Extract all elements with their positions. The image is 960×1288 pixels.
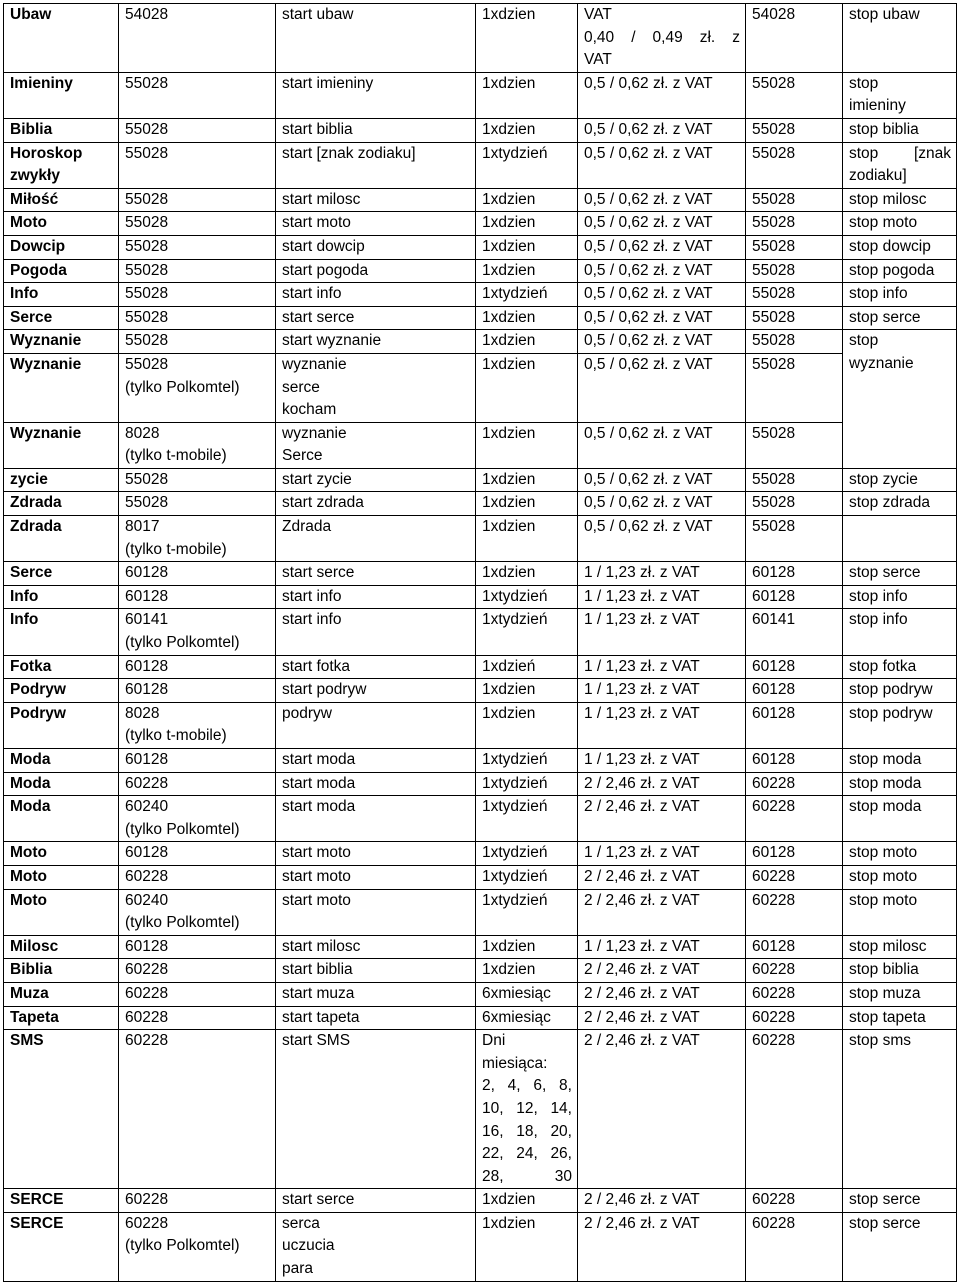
stop-command-cell: stop info xyxy=(843,609,957,655)
stop-command-cell: stop ubaw xyxy=(843,4,957,73)
table-row xyxy=(4,118,957,142)
start-command-cell: start zdrada xyxy=(276,492,476,516)
stop-command-cell: stop serce xyxy=(843,1212,957,1281)
stop-number-cell: 60128 xyxy=(746,655,843,679)
short-code-cell: 60128 xyxy=(119,585,276,609)
stop-number-cell: 55028 xyxy=(746,422,843,468)
price-cell: 2 / 2,46 zł. z VAT xyxy=(578,1212,746,1281)
stop-number-cell: 55028 xyxy=(746,235,843,259)
table-row xyxy=(4,585,957,609)
price-cell: 1 / 1,23 zł. z VAT xyxy=(578,562,746,586)
price-cell: 1 / 1,23 zł. z VAT xyxy=(578,585,746,609)
service-name-cell: Moto xyxy=(4,889,119,935)
short-code-cell: 60228 xyxy=(119,1030,276,1189)
frequency-cell: 1xdzien xyxy=(476,72,578,118)
stop-command-cell: stop tapeta xyxy=(843,1006,957,1030)
short-code-cell: 8017 (tylko t-mobile) xyxy=(119,516,276,562)
table-row xyxy=(4,609,957,655)
short-code-cell: 55028 xyxy=(119,72,276,118)
short-code-cell: 60128 xyxy=(119,655,276,679)
service-name-cell: Serce xyxy=(4,306,119,330)
service-name-cell: Biblia xyxy=(4,118,119,142)
frequency-cell: 1xdzien xyxy=(476,4,578,73)
table-row xyxy=(4,1212,957,1281)
start-command-cell: start info xyxy=(276,585,476,609)
stop-number-cell: 55028 xyxy=(746,212,843,236)
service-name-cell: Wyznanie xyxy=(4,353,119,422)
price-cell: 0,5 / 0,62 zł. z VAT xyxy=(578,422,746,468)
frequency-cell: 1xtydzień xyxy=(476,796,578,842)
short-code-cell: 55028 xyxy=(119,142,276,188)
price-cell: 0,5 / 0,62 zł. z VAT xyxy=(578,353,746,422)
table-row xyxy=(4,796,957,842)
price-cell: 1 / 1,23 zł. z VAT xyxy=(578,679,746,703)
stop-number-cell: 54028 xyxy=(746,4,843,73)
price-cell: VAT 0,40 / 0,49 zł. z VAT xyxy=(578,4,746,73)
price-cell: 2 / 2,46 zł. z VAT xyxy=(578,772,746,796)
start-command-cell: wyznanie serce kocham xyxy=(276,353,476,422)
frequency-cell: 1xdzien xyxy=(476,330,578,354)
short-code-cell: 60228 xyxy=(119,1006,276,1030)
service-name-cell: Podryw xyxy=(4,702,119,748)
table-row xyxy=(4,865,957,889)
price-cell: 2 / 2,46 zł. z VAT xyxy=(578,959,746,983)
stop-command-cell: stop milosc xyxy=(843,935,957,959)
short-code-cell: 8028 (tylko t-mobile) xyxy=(119,702,276,748)
start-command-cell: start milosc xyxy=(276,935,476,959)
stop-command-cell: stop dowcip xyxy=(843,235,957,259)
stop-command-cell: stop serce xyxy=(843,306,957,330)
stop-command-cell: stop zdrada xyxy=(843,492,957,516)
stop-number-cell: 60228 xyxy=(746,796,843,842)
frequency-cell: 1xdzien xyxy=(476,959,578,983)
stop-command-cell: stop pogoda xyxy=(843,259,957,283)
price-cell: 1 / 1,23 zł. z VAT xyxy=(578,749,746,773)
short-code-cell: 55028 xyxy=(119,188,276,212)
table-row xyxy=(4,306,957,330)
service-name-cell: Info xyxy=(4,585,119,609)
start-command-cell: serca uczucia para xyxy=(276,1212,476,1281)
service-name-cell: Pogoda xyxy=(4,259,119,283)
short-code-cell: 55028 xyxy=(119,330,276,354)
table-row xyxy=(4,492,957,516)
start-command-cell: start moto xyxy=(276,889,476,935)
table-row xyxy=(4,702,957,748)
frequency-cell: 1xdzien xyxy=(476,306,578,330)
price-cell: 0,5 / 0,62 zł. z VAT xyxy=(578,492,746,516)
frequency-cell: Dni miesiąca: 2, 4, 6, 8, 10, 12, 14, 16, 18, 20, 22, 24, 26, 28, 30 xyxy=(476,1030,578,1189)
start-command-cell: start zycie xyxy=(276,468,476,492)
stop-command-cell: stop moda xyxy=(843,772,957,796)
service-name-cell: Ubaw xyxy=(4,4,119,73)
service-name-cell: Muza xyxy=(4,982,119,1006)
price-cell: 2 / 2,46 zł. z VAT xyxy=(578,1030,746,1189)
table-row xyxy=(4,772,957,796)
table-row xyxy=(4,562,957,586)
price-cell: 0,5 / 0,62 zł. z VAT xyxy=(578,306,746,330)
start-command-cell: start ubaw xyxy=(276,4,476,73)
stop-number-cell: 60128 xyxy=(746,935,843,959)
stop-command-cell: stop wyznanie xyxy=(843,330,957,469)
stop-command-cell: stop imieniny xyxy=(843,72,957,118)
service-name-cell: Horoskop zwykły xyxy=(4,142,119,188)
stop-number-cell: 60128 xyxy=(746,562,843,586)
stop-number-cell: 55028 xyxy=(746,492,843,516)
price-cell: 0,5 / 0,62 zł. z VAT xyxy=(578,72,746,118)
start-command-cell: start wyznanie xyxy=(276,330,476,354)
services-table xyxy=(3,3,957,1282)
table-row xyxy=(4,188,957,212)
table-row xyxy=(4,889,957,935)
stop-number-cell: 60141 xyxy=(746,609,843,655)
table-row xyxy=(4,655,957,679)
table-row xyxy=(4,235,957,259)
frequency-cell: 1xdzien xyxy=(476,353,578,422)
short-code-cell: 60128 xyxy=(119,679,276,703)
service-name-cell: Serce xyxy=(4,562,119,586)
service-name-cell: Miłość xyxy=(4,188,119,212)
table-row xyxy=(4,679,957,703)
stop-command-cell: stop moto xyxy=(843,889,957,935)
frequency-cell: 1xtydzień xyxy=(476,865,578,889)
stop-command-cell: stop moto xyxy=(843,842,957,866)
stop-command-cell: stop info xyxy=(843,283,957,307)
frequency-cell: 1xtydzień xyxy=(476,772,578,796)
price-cell: 0,5 / 0,62 zł. z VAT xyxy=(578,516,746,562)
frequency-cell: 1xdzien xyxy=(476,235,578,259)
frequency-cell: 1xtydzień xyxy=(476,889,578,935)
service-name-cell: Zdrada xyxy=(4,516,119,562)
short-code-cell: 60228 xyxy=(119,959,276,983)
service-name-cell: Moda xyxy=(4,772,119,796)
stop-command-cell: stop [znak zodiaku] xyxy=(843,142,957,188)
short-code-cell: 60128 xyxy=(119,562,276,586)
start-command-cell: start [znak zodiaku] xyxy=(276,142,476,188)
table-row xyxy=(4,959,957,983)
stop-command-cell: stop moto xyxy=(843,865,957,889)
service-name-cell: Moto xyxy=(4,865,119,889)
stop-number-cell: 55028 xyxy=(746,468,843,492)
stop-number-cell: 60128 xyxy=(746,702,843,748)
stop-number-cell: 55028 xyxy=(746,259,843,283)
stop-number-cell: 55028 xyxy=(746,353,843,422)
frequency-cell: 1xtydzień xyxy=(476,609,578,655)
stop-number-cell: 60228 xyxy=(746,959,843,983)
stop-number-cell: 60228 xyxy=(746,1006,843,1030)
stop-command-cell: stop serce xyxy=(843,562,957,586)
start-command-cell: start moto xyxy=(276,842,476,866)
table-row xyxy=(4,330,957,354)
service-name-cell: Milosc xyxy=(4,935,119,959)
short-code-cell: 8028 (tylko t-mobile) xyxy=(119,422,276,468)
price-cell: 0,5 / 0,62 zł. z VAT xyxy=(578,142,746,188)
start-command-cell: start biblia xyxy=(276,959,476,983)
price-cell: 2 / 2,46 zł. z VAT xyxy=(578,796,746,842)
stop-number-cell: 55028 xyxy=(746,516,843,562)
stop-number-cell: 60228 xyxy=(746,1212,843,1281)
stop-number-cell: 55028 xyxy=(746,283,843,307)
stop-command-cell: stop moto xyxy=(843,212,957,236)
stop-number-cell: 55028 xyxy=(746,330,843,354)
frequency-cell: 1xdzien xyxy=(476,422,578,468)
table-row xyxy=(4,749,957,773)
start-command-cell: start serce xyxy=(276,562,476,586)
service-name-cell: Zdrada xyxy=(4,492,119,516)
frequency-cell: 1xtydzień xyxy=(476,142,578,188)
short-code-cell: 60141 (tylko Polkomtel) xyxy=(119,609,276,655)
price-cell: 1 / 1,23 zł. z VAT xyxy=(578,702,746,748)
stop-command-cell: stop fotka xyxy=(843,655,957,679)
frequency-cell: 1xdzien xyxy=(476,118,578,142)
start-command-cell: start imieniny xyxy=(276,72,476,118)
stop-number-cell: 60128 xyxy=(746,585,843,609)
stop-number-cell: 55028 xyxy=(746,188,843,212)
stop-command-cell: stop serce xyxy=(843,1189,957,1213)
stop-command-cell: stop podryw xyxy=(843,702,957,748)
start-command-cell: start pogoda xyxy=(276,259,476,283)
short-code-cell: 55028 xyxy=(119,235,276,259)
short-code-cell: 55028 xyxy=(119,306,276,330)
start-command-cell: start info xyxy=(276,609,476,655)
frequency-cell: 1xdzien xyxy=(476,468,578,492)
table-row xyxy=(4,259,957,283)
short-code-cell: 60228 xyxy=(119,1189,276,1213)
frequency-cell: 6xmiesiąc xyxy=(476,1006,578,1030)
frequency-cell: 1xdzien xyxy=(476,212,578,236)
table-row xyxy=(4,212,957,236)
frequency-cell: 1xdzien xyxy=(476,679,578,703)
start-command-cell: Zdrada xyxy=(276,516,476,562)
table-row xyxy=(4,1030,957,1189)
frequency-cell: 1xtydzień xyxy=(476,842,578,866)
stop-command-cell: stop biblia xyxy=(843,959,957,983)
short-code-cell: 60128 xyxy=(119,935,276,959)
table-row xyxy=(4,142,957,188)
short-code-cell: 60240 (tylko Polkomtel) xyxy=(119,889,276,935)
frequency-cell: 1xtydzień xyxy=(476,585,578,609)
start-command-cell: start moto xyxy=(276,865,476,889)
start-command-cell: start moda xyxy=(276,749,476,773)
service-name-cell: Moda xyxy=(4,749,119,773)
table-row xyxy=(4,353,957,422)
stop-number-cell: 60228 xyxy=(746,1189,843,1213)
stop-number-cell: 55028 xyxy=(746,118,843,142)
service-name-cell: SMS xyxy=(4,1030,119,1189)
short-code-cell: 54028 xyxy=(119,4,276,73)
start-command-cell: start moda xyxy=(276,796,476,842)
stop-number-cell: 60128 xyxy=(746,842,843,866)
price-cell: 0,5 / 0,62 zł. z VAT xyxy=(578,283,746,307)
start-command-cell: wyznanie Serce xyxy=(276,422,476,468)
start-command-cell: start muza xyxy=(276,982,476,1006)
table-row xyxy=(4,935,957,959)
price-cell: 1 / 1,23 zł. z VAT xyxy=(578,842,746,866)
frequency-cell: 6xmiesiąc xyxy=(476,982,578,1006)
service-name-cell: Info xyxy=(4,283,119,307)
short-code-cell: 60128 xyxy=(119,749,276,773)
service-name-cell: Biblia xyxy=(4,959,119,983)
table-row xyxy=(4,842,957,866)
short-code-cell: 55028 xyxy=(119,492,276,516)
service-name-cell: Wyznanie xyxy=(4,422,119,468)
price-cell: 0,5 / 0,62 zł. z VAT xyxy=(578,212,746,236)
short-code-cell: 55028 xyxy=(119,118,276,142)
table-row xyxy=(4,422,957,468)
price-cell: 1 / 1,23 zł. z VAT xyxy=(578,935,746,959)
start-command-cell: start dowcip xyxy=(276,235,476,259)
price-cell: 2 / 2,46 zł. z VAT xyxy=(578,1006,746,1030)
stop-command-cell: stop biblia xyxy=(843,118,957,142)
service-name-cell: Info xyxy=(4,609,119,655)
short-code-cell: 55028 xyxy=(119,283,276,307)
service-name-cell: Moda xyxy=(4,796,119,842)
table-row xyxy=(4,982,957,1006)
short-code-cell: 60240 (tylko Polkomtel) xyxy=(119,796,276,842)
price-cell: 0,5 / 0,62 zł. z VAT xyxy=(578,330,746,354)
start-command-cell: start moda xyxy=(276,772,476,796)
frequency-cell: 1xdzien xyxy=(476,702,578,748)
stop-number-cell: 55028 xyxy=(746,72,843,118)
service-name-cell: SERCE xyxy=(4,1189,119,1213)
stop-command-cell: stop muza xyxy=(843,982,957,1006)
short-code-cell: 60228 xyxy=(119,865,276,889)
table-row xyxy=(4,1189,957,1213)
service-name-cell: Wyznanie xyxy=(4,330,119,354)
table-row xyxy=(4,4,957,73)
price-cell: 2 / 2,46 zł. z VAT xyxy=(578,865,746,889)
service-name-cell: Tapeta xyxy=(4,1006,119,1030)
price-cell: 2 / 2,46 zł. z VAT xyxy=(578,889,746,935)
table-row xyxy=(4,72,957,118)
stop-number-cell: 60228 xyxy=(746,982,843,1006)
short-code-cell: 60128 xyxy=(119,842,276,866)
short-code-cell: 55028 xyxy=(119,259,276,283)
price-cell: 1 / 1,23 zł. z VAT xyxy=(578,655,746,679)
frequency-cell: 1xdzien xyxy=(476,1212,578,1281)
frequency-cell: 1xtydzień xyxy=(476,283,578,307)
table-row xyxy=(4,1006,957,1030)
stop-command-cell xyxy=(843,516,957,562)
frequency-cell: 1xdzień xyxy=(476,655,578,679)
price-cell: 0,5 / 0,62 zł. z VAT xyxy=(578,235,746,259)
frequency-cell: 1xdzien xyxy=(476,492,578,516)
service-name-cell: Podryw xyxy=(4,679,119,703)
frequency-cell: 1xtydzień xyxy=(476,749,578,773)
price-cell: 2 / 2,46 zł. z VAT xyxy=(578,1189,746,1213)
start-command-cell: start SMS xyxy=(276,1030,476,1189)
stop-command-cell: stop moda xyxy=(843,749,957,773)
price-cell: 0,5 / 0,62 zł. z VAT xyxy=(578,259,746,283)
service-name-cell: Dowcip xyxy=(4,235,119,259)
service-name-cell: Moto xyxy=(4,212,119,236)
service-name-cell: Fotka xyxy=(4,655,119,679)
price-cell: 2 / 2,46 zł. z VAT xyxy=(578,982,746,1006)
stop-number-cell: 55028 xyxy=(746,306,843,330)
service-name-cell: Imieniny xyxy=(4,72,119,118)
short-code-cell: 60228 xyxy=(119,982,276,1006)
start-command-cell: start serce xyxy=(276,1189,476,1213)
start-command-cell: start biblia xyxy=(276,118,476,142)
stop-number-cell: 55028 xyxy=(746,142,843,188)
short-code-cell: 55028 xyxy=(119,212,276,236)
table-row xyxy=(4,283,957,307)
price-cell: 0,5 / 0,62 zł. z VAT xyxy=(578,118,746,142)
start-command-cell: start podryw xyxy=(276,679,476,703)
start-command-cell: start tapeta xyxy=(276,1006,476,1030)
stop-number-cell: 60228 xyxy=(746,865,843,889)
stop-command-cell: stop podryw xyxy=(843,679,957,703)
frequency-cell: 1xdzien xyxy=(476,259,578,283)
service-name-cell: zycie xyxy=(4,468,119,492)
price-cell: 0,5 / 0,62 zł. z VAT xyxy=(578,188,746,212)
stop-number-cell: 60128 xyxy=(746,679,843,703)
stop-command-cell: stop info xyxy=(843,585,957,609)
frequency-cell: 1xdzien xyxy=(476,188,578,212)
short-code-cell: 55028 (tylko Polkomtel) xyxy=(119,353,276,422)
short-code-cell: 55028 xyxy=(119,468,276,492)
price-cell: 0,5 / 0,62 zł. z VAT xyxy=(578,468,746,492)
frequency-cell: 1xdzien xyxy=(476,516,578,562)
short-code-cell: 60228 (tylko Polkomtel) xyxy=(119,1212,276,1281)
table-row xyxy=(4,516,957,562)
stop-number-cell: 60228 xyxy=(746,889,843,935)
start-command-cell: start moto xyxy=(276,212,476,236)
service-name-cell: SERCE xyxy=(4,1212,119,1281)
frequency-cell: 1xdzien xyxy=(476,1189,578,1213)
services-table-body xyxy=(4,4,957,1282)
stop-number-cell: 60128 xyxy=(746,749,843,773)
frequency-cell: 1xdzien xyxy=(476,935,578,959)
stop-number-cell: 60228 xyxy=(746,772,843,796)
start-command-cell: start serce xyxy=(276,306,476,330)
stop-command-cell: stop milosc xyxy=(843,188,957,212)
start-command-cell: start fotka xyxy=(276,655,476,679)
price-cell: 1 / 1,23 zł. z VAT xyxy=(578,609,746,655)
table-row xyxy=(4,468,957,492)
service-name-cell: Moto xyxy=(4,842,119,866)
start-command-cell: start milosc xyxy=(276,188,476,212)
start-command-cell: podryw xyxy=(276,702,476,748)
short-code-cell: 60228 xyxy=(119,772,276,796)
stop-command-cell: stop sms xyxy=(843,1030,957,1189)
stop-command-cell: stop moda xyxy=(843,796,957,842)
frequency-cell: 1xdzien xyxy=(476,562,578,586)
start-command-cell: start info xyxy=(276,283,476,307)
stop-number-cell: 60228 xyxy=(746,1030,843,1189)
stop-command-cell: stop zycie xyxy=(843,468,957,492)
